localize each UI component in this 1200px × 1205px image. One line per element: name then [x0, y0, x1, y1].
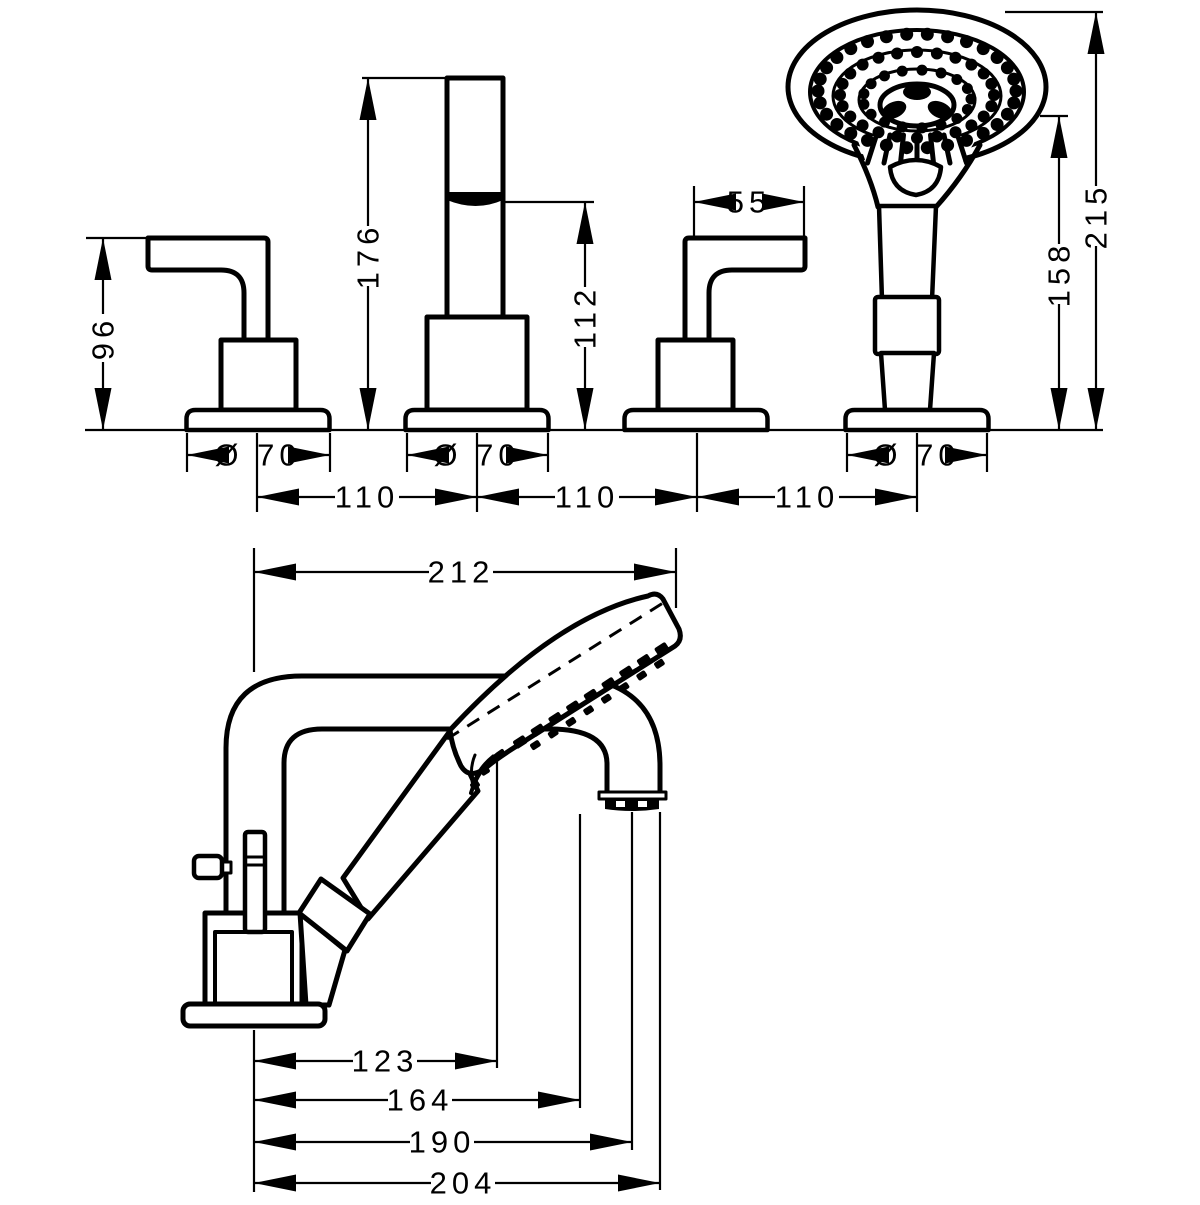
front-view-right-handle	[625, 238, 806, 430]
aerator-notch-2	[638, 801, 647, 807]
front-view-hand-shower	[788, 10, 1046, 430]
shower-base-flange	[846, 410, 989, 430]
dim-190-label: 190	[408, 1124, 476, 1160]
pull-rod	[245, 832, 265, 932]
dim-dia70-middle-label: Ø 70	[433, 437, 521, 473]
handle-body	[658, 340, 733, 410]
front-view-left-handle	[148, 238, 330, 430]
dim-176-label: 176	[350, 222, 386, 290]
spout-body	[427, 317, 527, 410]
spout-outlet-lip	[599, 792, 666, 799]
front-view-spout	[406, 78, 549, 430]
lever-handle-outline	[685, 238, 805, 340]
dim-164-label: 164	[386, 1082, 454, 1118]
spout-aerator	[605, 799, 659, 811]
handle-body	[221, 340, 296, 410]
spout-base-flange	[406, 410, 549, 430]
shower-handle-lower	[881, 353, 934, 410]
dim-55-label: 55	[726, 184, 772, 220]
side-view-assembly	[183, 594, 680, 1026]
dim-110-2-label: 110	[554, 479, 620, 515]
dim-112-label: 112	[567, 284, 603, 350]
dim-158-label: 158	[1041, 240, 1077, 308]
dim-110-3-label: 110	[774, 479, 840, 515]
dim-dia70-left-label: Ø 70	[214, 437, 302, 473]
shower-handle-upper	[879, 206, 936, 300]
dim-215-label: 215	[1078, 182, 1114, 250]
shower-head-side	[450, 594, 680, 773]
dim-204-label: 204	[429, 1165, 497, 1200]
handle-base-flange	[187, 410, 330, 430]
handle-base-flange	[625, 410, 768, 430]
shower-center-jet-top	[903, 84, 931, 100]
aerator-notch-1	[616, 801, 625, 807]
dim-110-1-label: 110	[334, 479, 400, 515]
lever-handle-outline	[148, 238, 268, 340]
dim-212-label: 212	[427, 554, 495, 590]
dim-dia70-right-label: Ø 70	[873, 437, 961, 473]
dim-96-label: 96	[85, 315, 121, 361]
deck-base-plate	[183, 1004, 325, 1026]
diverter-knob	[194, 856, 222, 878]
shower-handle-sleeve	[875, 297, 939, 354]
dim-123-label: 123	[351, 1043, 419, 1079]
